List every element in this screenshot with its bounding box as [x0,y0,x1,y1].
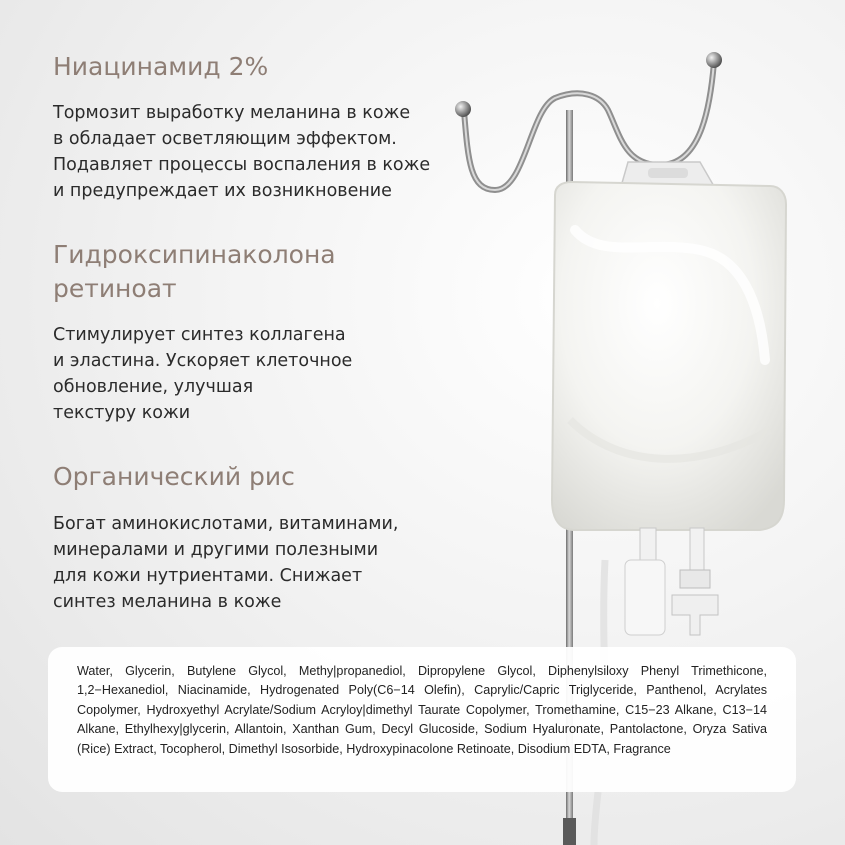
hook-ball-left [455,101,471,117]
hook-ball-right [706,52,722,68]
text-rice: Богат аминокислотами, витаминами, минералами и другими полезными для кожи нутриентами. Снижает синтез меланина в коже [53,514,399,612]
heading-rice: Органический рис [53,462,295,491]
ingredients-card [48,647,796,792]
ingredients-list: Water, Glycerin, Butylene Glycol, Methy|propanediol, Dipropylene Glycol, Diphenylsiloxy Phenyl Trimethicone, 1,2−Hexanediol, Niacinamide, Hydrogenated Poly(C6−14 Olefin), Caprylic/Capric Triglyceride, Panthenol, Acrylates Copolymer, Hydroxyethyl Acrylate/Sodium Acryloy|dimethyl Taurate Copolymer, Tromethamine, C15−23 Alkane, C13−14 Alkane, Ethylhexy|glycerin, Allantoin, Xanthan Gum, Decyl Glucoside, Sodium Hyaluronate, Pantolactone, Oryza Sativa (Rice) Extract, Tocopherol, Dimethyl Isosorbide, Hydroxypinacolone Retinoate, Disodium EDTA, Fragrance [77,664,767,756]
text-niacinamide: Тормозит выработку меланина в коже в обладает осветляющим эффектом. Подавляет процессы воспаления в коже и предупреждает их возникновение [53,103,431,201]
iv-pole-joint [563,818,576,845]
text-retinoate: Стимулирует синтез коллагена и эластина. Ускоряет клеточное обновление, улучшая текстуру кожи [53,325,353,423]
heading-retinoate: Гидроксипинаколона ретиноат [53,240,336,303]
heading-niacinamide: Ниацинамид 2% [53,52,269,81]
